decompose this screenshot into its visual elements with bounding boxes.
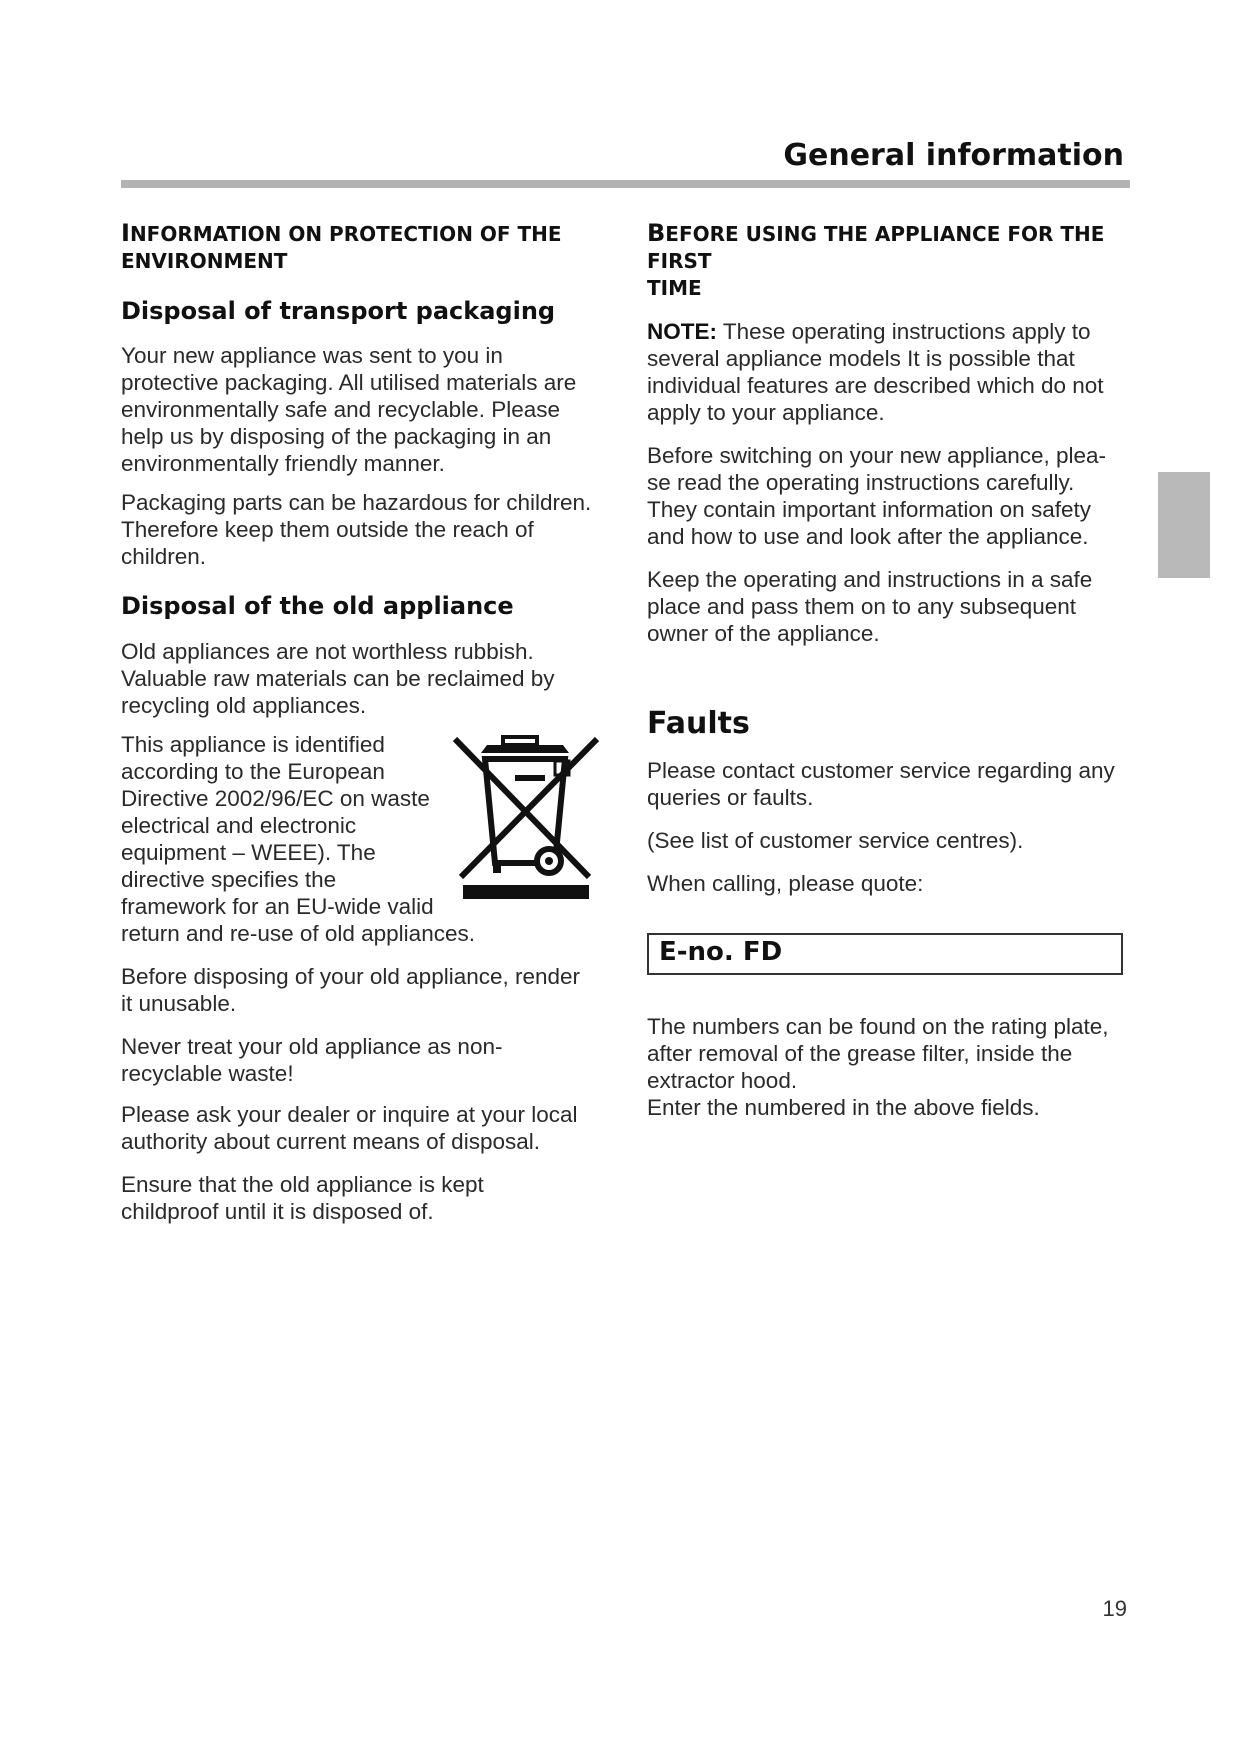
- faults-heading: Faults: [647, 706, 750, 741]
- transport-packaging-paragraph-1: Your new appliance was sent to you in protective packaging. All utilised materials are environmentally safe and recyclable. Please help us by disposing of the packaging in an environmentally friendly manner.: [121, 343, 577, 476]
- page-number: 19: [1102, 1596, 1127, 1621]
- transport-packaging-heading: Disposal of transport packaging: [121, 297, 556, 325]
- faults-paragraph-2: (See list of customer service centres).: [647, 828, 1024, 853]
- page-title: General information: [783, 138, 1124, 173]
- weee-block: [121, 731, 601, 947]
- old-appliance-paragraph-4: Never treat your old appliance as non- recyclable waste!: [121, 1034, 503, 1086]
- heading-text-line2: ENVIRONMENT: [121, 249, 288, 273]
- weee-paragraph: This appliance is identified according to the European Directive 2002/96/EC on waste electrical and electronic equipment – WEEE). The directive specifies the framework for an EU-wide valid return and re-use of old appliances.: [121, 732, 475, 946]
- environment-section-heading: [121, 220, 601, 275]
- old-appliance-paragraph-1: Old appliances are not worthless rubbish. Valuable raw materials can be reclaimed by recycling old appliances.: [121, 639, 555, 718]
- note-paragraph: NOTE: These operating instructions apply to several appliance models It is possible that individual features are described which do not apply to your appliance.: [647, 319, 1104, 425]
- heading-text: EFORE USING THE APPLIANCE FOR THE FIRST: [647, 222, 1105, 273]
- old-appliance-heading: Disposal of the old appliance: [121, 592, 514, 620]
- before-use-paragraph-3: Keep the operating and instructions in a safe place and pass them on to any subsequent owner of the appliance.: [647, 567, 1093, 646]
- rating-plate-paragraph: The numbers can be found on the rating plate, after removal of the grease filter, inside the extractor hood. Enter the numbered in the above fields.: [647, 1014, 1109, 1120]
- faults-paragraph-3: When calling, please quote:: [647, 871, 924, 896]
- before-use-paragraph-2: Before switching on your new appliance, plea- se read the operating instructions carefully. They contain important information on safety and how to use and look after the appliance.: [647, 443, 1107, 549]
- heading-initial: I: [121, 219, 130, 247]
- note-label: NOTE:: [647, 319, 717, 344]
- transport-packaging-paragraph-2: Packaging parts can be hazardous for children. Therefore keep them outside the reach of children.: [121, 490, 592, 569]
- section-tab-marker: [1158, 472, 1210, 578]
- header-rule: [121, 180, 1130, 188]
- heading-initial: B: [647, 219, 666, 247]
- crossed-out-wheelie-bin-icon: [451, 731, 601, 901]
- left-column: [121, 220, 601, 1225]
- faults-paragraph-1: Please contact customer service regarding any queries or faults.: [647, 758, 1115, 810]
- old-appliance-paragraph-6: Ensure that the old appliance is kept childproof until it is disposed of.: [121, 1172, 484, 1224]
- right-column: [647, 220, 1137, 1121]
- heading-text-line2: TIME: [647, 276, 702, 300]
- old-appliance-paragraph-5: Please ask your dealer or inquire at your local authority about current means of disposal.: [121, 1102, 578, 1154]
- before-use-section-heading: [647, 220, 1137, 302]
- heading-text: NFORMATION ON PROTECTION OF THE: [129, 222, 562, 246]
- e-number-field: [647, 933, 1123, 975]
- e-number-label: E-no. FD: [659, 937, 783, 967]
- old-appliance-paragraph-3: Before disposing of your old appliance, render it unusable.: [121, 964, 581, 1016]
